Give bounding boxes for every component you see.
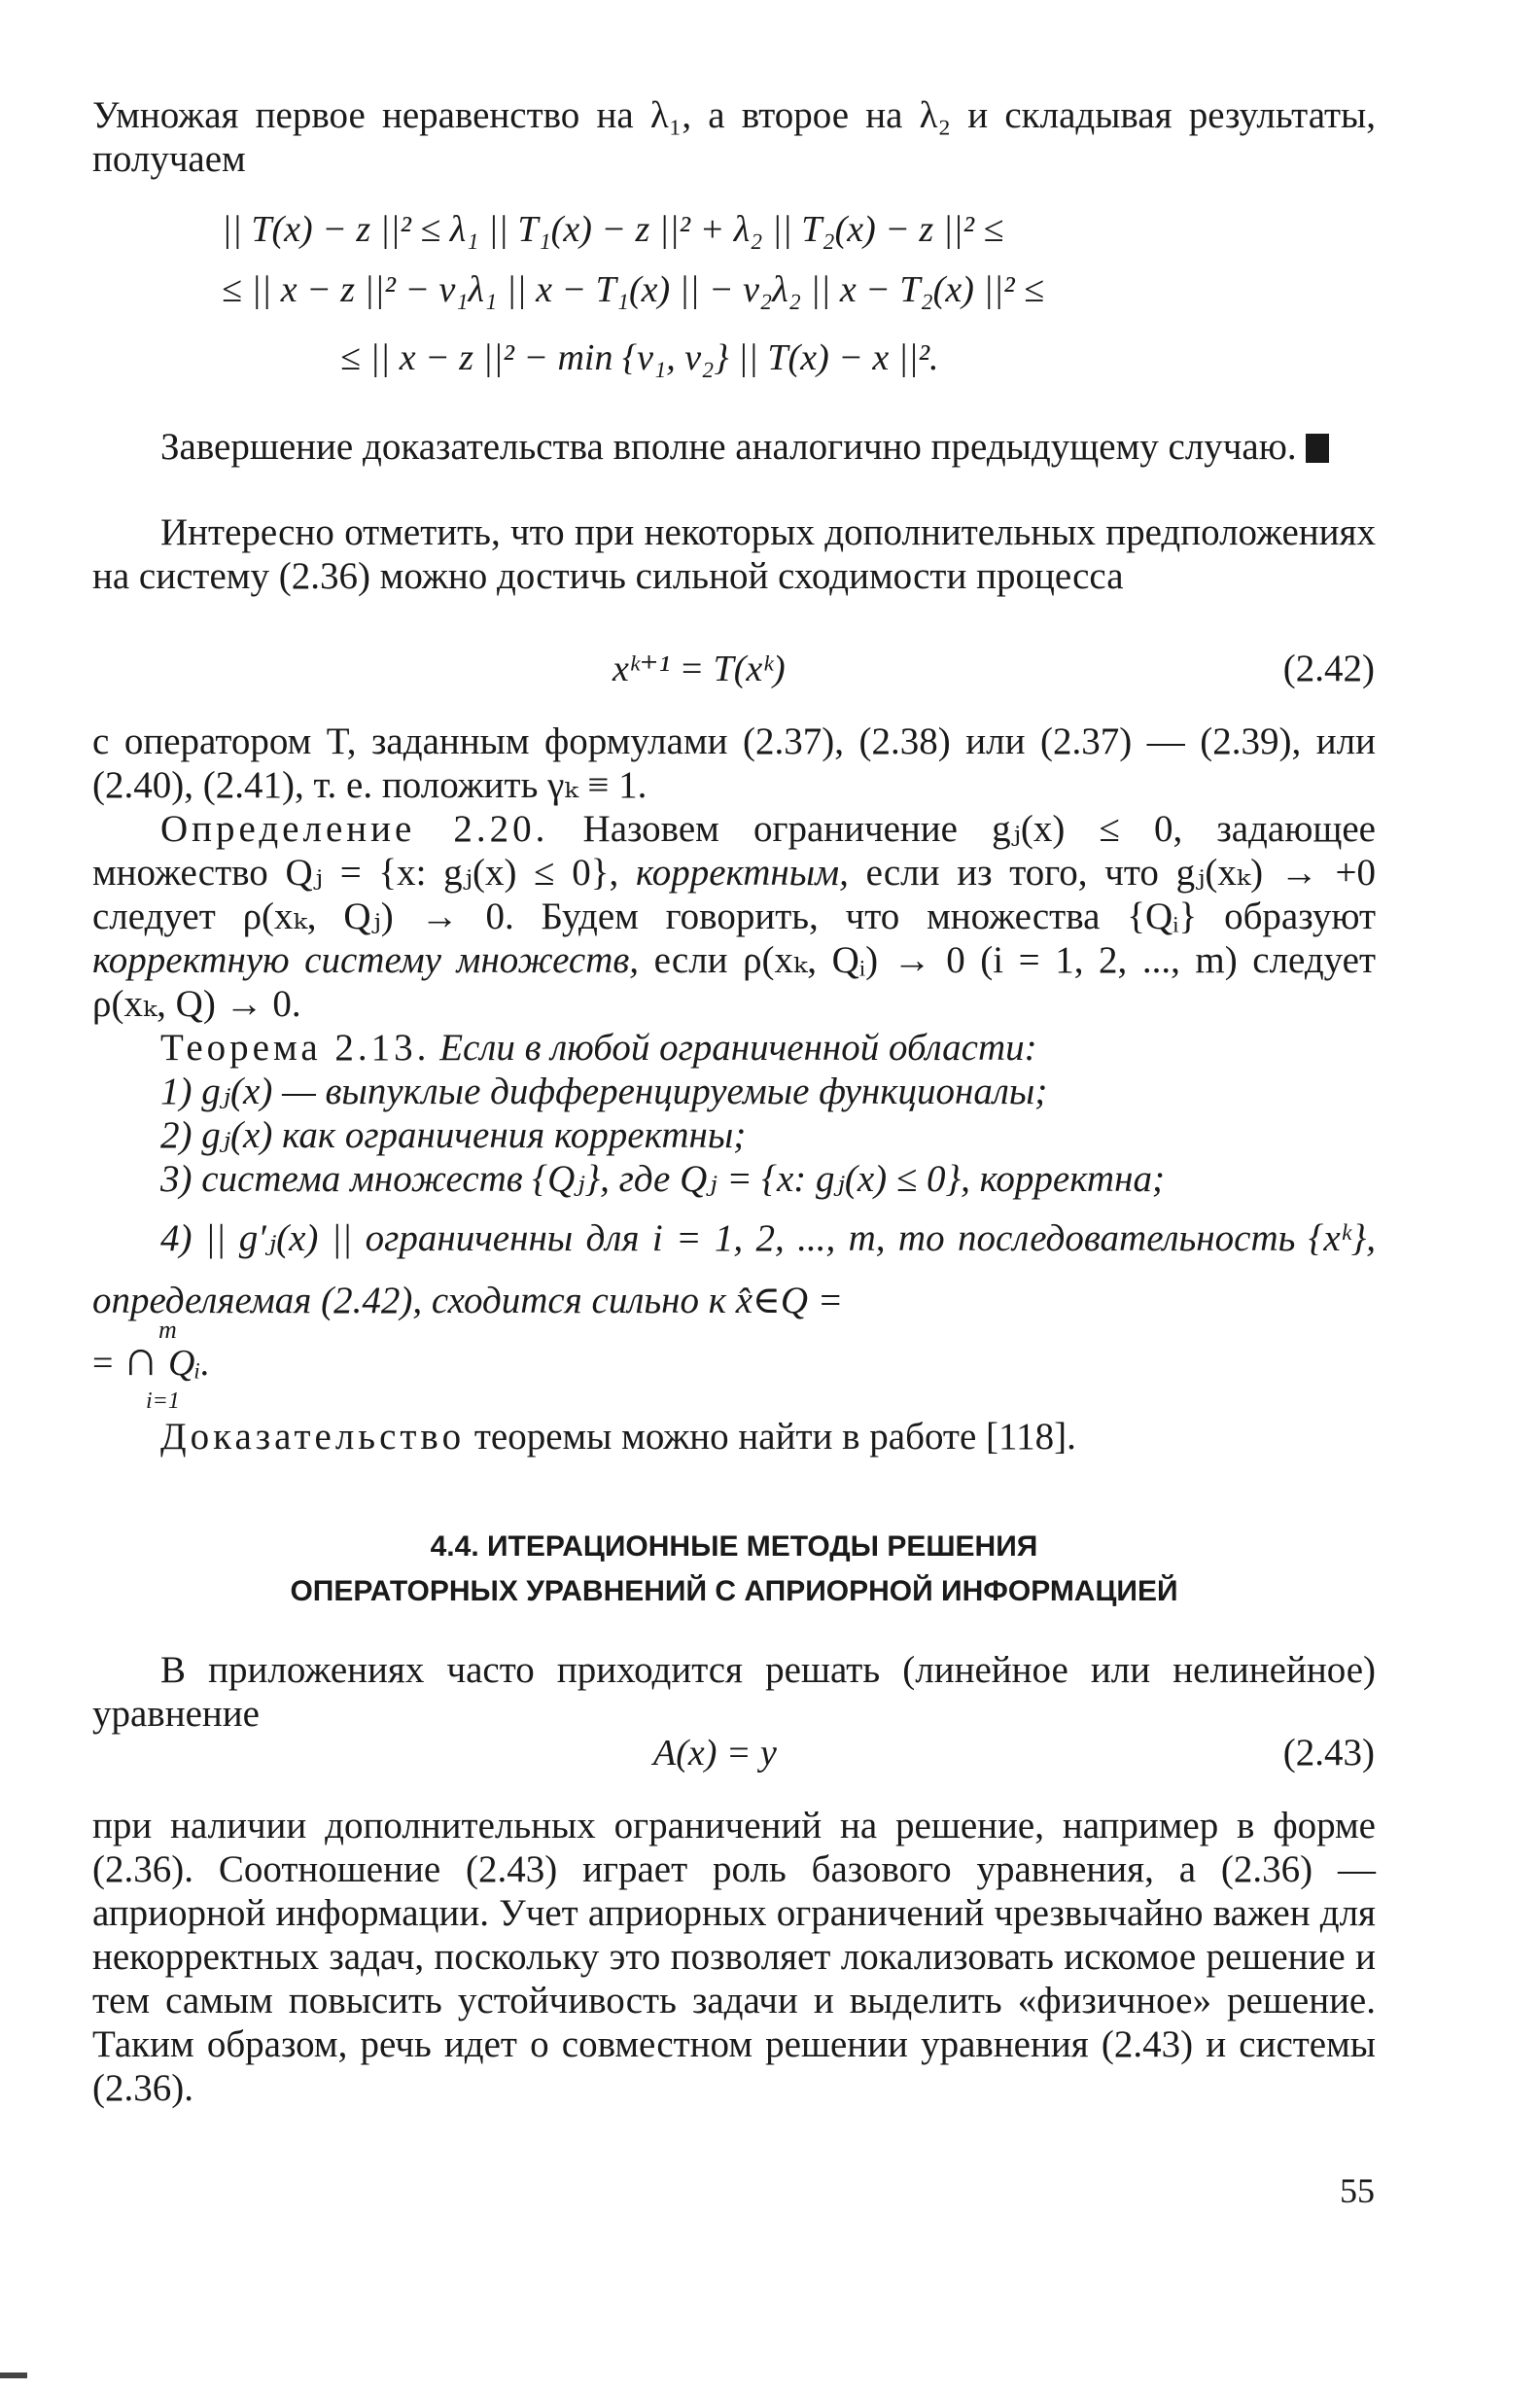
equation-2-43: A(x) = y <box>653 1733 777 1774</box>
qed-mark <box>1306 434 1329 463</box>
section-heading-line-2: ОПЕРАТОРНЫХ УРАВНЕНИЙ С АПРИОРНОЙ ИНФОРМАЦИЕЙ <box>290 1575 1178 1607</box>
equation-2-42: xᵏ⁺¹ = T(xᵏ) <box>612 649 786 689</box>
intersection-symbol: ∩ <box>122 1331 159 1387</box>
proof-label: Доказательство <box>160 1416 466 1458</box>
paragraph-proof-reference: Доказательство теоремы можно найти в работе [118]. <box>160 1416 1076 1458</box>
definition-label: Определение 2.20. <box>160 808 549 850</box>
paragraph-intro: Умножая первое неравенство на λ₁, а второе на λ₂ и складывая результаты, получаем <box>92 94 1376 180</box>
paragraph-a-priori: при наличии дополнительных ограничений на решение, например в форме (2.36). Соотношение (2.43) играет роль базового уравнения, а (2.36) — априорной информации. Учет априорных ограничений чрезвычайно важен для некорректных задач, поскольку это позволяет локализовать искомое решение и тем самым повысить устойчивость задачи и выделить «физичное» решение. Таким образом, речь идет о совместном решении уравнения (2.43) и системы (2.36). <box>92 1805 1376 2109</box>
theorem-item-1: 1) gⱼ(x) — выпуклые дифференцируемые функционалы; <box>160 1071 1048 1112</box>
definition-2-20: Определение 2.20. Назовем ограничение gⱼ(x) ≤ 0, задающее множество Qⱼ = {x: gⱼ(x) ≤ 0}, корректным, если из того, что gⱼ(xₖ) → +0 следует ρ(xₖ, Qⱼ) → 0. Будем говорить, что множества {Qᵢ} образуют корректную систему множеств, если ρ(xₖ, Qᵢ) → 0 (i = 1, 2, ..., m) следует ρ(xₖ, Q) → 0. <box>92 808 1377 1025</box>
paragraph-strong-convergence: Интересно отметить, что при некоторых дополнительных предположениях на систему (2.36) можно достичь сильной сходимости процесса <box>92 511 1376 597</box>
intersection-lower-limit: i=1 <box>146 1388 180 1414</box>
scan-artifact <box>0 2372 27 2378</box>
inequality-line-2: ≤ || x − z ||² − ν₁λ₁ || x − T₁(x) || − ν₂λ₂ || x − T₂(x) ||² ≤ <box>222 269 1044 310</box>
paragraph-proof-end: Завершение доказательства вполне аналогично предыдущему случаю. <box>92 425 1376 469</box>
theorem-item-4: 4) || g′ⱼ(x) || ограниченны для i = 1, 2, ..., m, то последовательность {xᵏ}, определяемая (2.42), сходится сильно к x̂∈Q = <box>92 1217 1376 1321</box>
intersection-upper-limit: m <box>158 1316 177 1344</box>
theorem-item-3: 3) система множеств {Qⱼ}, где Qⱼ = {x: gⱼ(x) ≤ 0}, корректна; <box>160 1158 1165 1200</box>
theorem-item-2: 2) gⱼ(x) как ограничения корректны; <box>160 1114 747 1156</box>
theorem-label: Теорема 2.13. <box>160 1027 431 1069</box>
theorem-2-13: Теорема 2.13. Если в любой ограниченной области: <box>160 1027 1037 1069</box>
page-number: 55 <box>1340 2171 1375 2210</box>
inequality-line-3: ≤ || x − z ||² − min {ν₁, ν₂} || T(x) − x ||². <box>340 337 939 378</box>
inequality-line-1: || T(x) − z ||² ≤ λ₁ || T₁(x) − z ||² + λ₂ || T₂(x) − z ||² ≤ <box>222 209 1004 250</box>
paragraph-operator: с оператором T, заданным формулами (2.37), (2.38) или (2.37) — (2.39), или (2.40), (2.41), т. е. положить γₖ ≡ 1. <box>92 721 1376 806</box>
equation-number-2-42: (2.42) <box>1282 648 1375 689</box>
equation-number-2-43: (2.43) <box>1282 1732 1375 1774</box>
section-heading-line-1: 4.4. ИТЕРАЦИОННЫЕ МЕТОДЫ РЕШЕНИЯ <box>430 1530 1038 1563</box>
intersection-expression: = ∩ Qᵢ. <box>92 1331 210 1387</box>
paragraph-applications: В приложениях часто приходится решать (линейное или нелинейное) уравнение <box>92 1649 1376 1735</box>
